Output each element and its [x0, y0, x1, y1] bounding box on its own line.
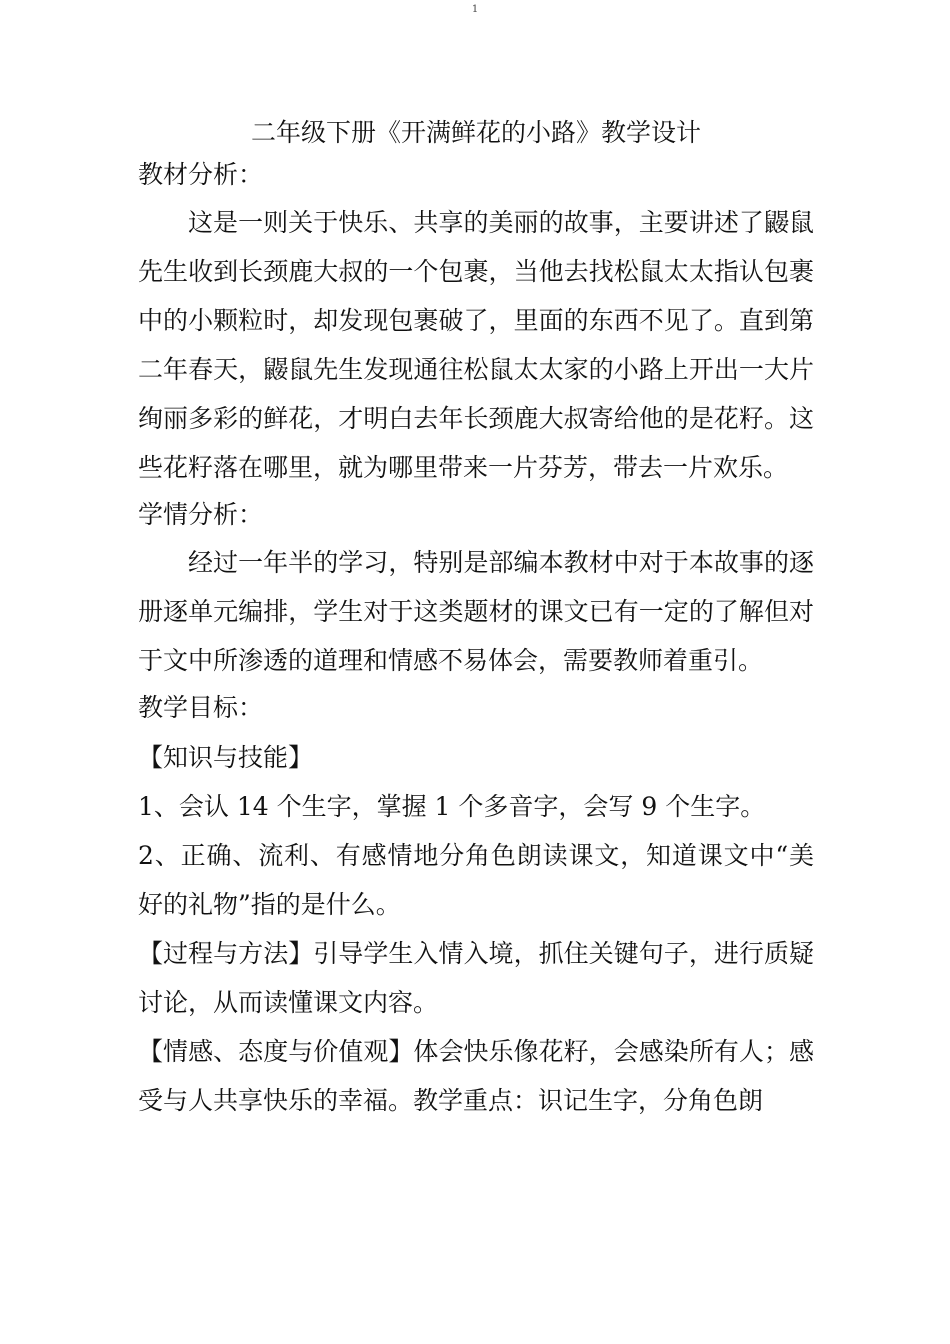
- goal-item-2: 2、正确、流利、有感情地分角色朗读课文，知道课文中“美好的礼物”指的是什么。: [138, 841, 814, 919]
- material-analysis-paragraph: 这是一则关于快乐、共享的美丽的故事，主要讲述了鼹鼠先生收到长颈鹿大叔的一个包裹，当他去找松鼠太太指认包裹中的小颗粒时，却发现包裹破了，里面的东西不见了。直到第二年春天，鼹鼠先生发现通往松鼠太太家的小路上开出一大片绚丽多彩的鲜花，才明白去年长颈鹿大叔寄给他的是花籽。这些花籽落在哪里，就为哪里带来一片芬芳，带去一片欢乐。: [138, 208, 814, 482]
- section-heading-material: 教材分析：: [138, 160, 264, 189]
- page-number: 1: [471, 4, 479, 15]
- process-method-paragraph: 【过程与方法】引导学生入情入境，抓住关键句子，进行质疑讨论，从而读懂课文内容。: [138, 939, 814, 1017]
- document-body: [138, 112, 814, 1125]
- section-heading-students: 学情分析：: [138, 500, 264, 529]
- goal-item-1: 1、会认 14 个生字，掌握 1 个多音字，会写 9 个生字。: [138, 792, 766, 821]
- emotion-values-paragraph: 【情感、态度与价值观】体会快乐像花籽，会感染所有人；感受与人共享快乐的幸福。教学重点：识记生字，分角色朗: [138, 1037, 814, 1115]
- student-analysis-paragraph: 经过一年半的学习，特别是部编本教材中对于本故事的逐册逐单元编排，学生对于这类题材的课文已有一定的了解但对于文中所渗透的道理和情感不易体会，需要教师着重引。: [138, 548, 814, 675]
- knowledge-skills-label: 【知识与技能】: [138, 743, 314, 772]
- document-title: 二年级下册《开满鲜花的小路》教学设计: [250, 118, 701, 147]
- section-heading-goals: 教学目标：: [138, 693, 264, 722]
